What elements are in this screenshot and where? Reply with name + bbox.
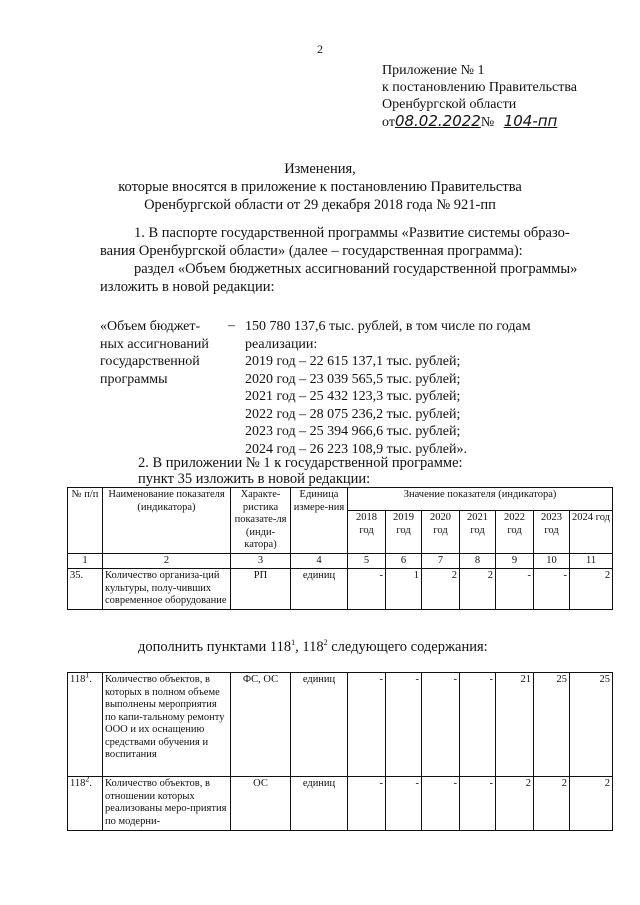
header-year: 2024 год	[570, 511, 613, 553]
row-value: 2	[422, 569, 460, 610]
paragraph-3-line-1: 2. В приложении № 1 к государственной программе:	[138, 455, 463, 471]
paragraph-4-sup-1: 1	[291, 638, 296, 648]
row-value: 21	[496, 673, 534, 777]
row-num-sup: 2	[85, 774, 90, 784]
col-number: 1	[68, 553, 103, 569]
col-number: 7	[422, 553, 460, 569]
row-value: -	[422, 673, 460, 777]
paragraph-1-line-1: 1. В паспорте государственной программы «Развитие системы образо-	[134, 225, 570, 241]
col-number: 6	[386, 553, 422, 569]
budget-line: 2020 год – 23 039 565,5 тыс. рублей;	[245, 371, 461, 387]
row-name: Количество организа-ций культуры, полу-чивших современное оборудование	[103, 569, 231, 610]
appendix-no: №	[480, 115, 495, 130]
paragraph-2-line-2: изложить в новой редакции:	[100, 279, 275, 295]
row-characteristic: РП	[231, 569, 291, 610]
table-row	[68, 673, 613, 777]
title-line-2: которые вносятся в приложение к постановлению Правительства	[118, 179, 522, 195]
header-characteristic: Характе-ристика показате-ля (инди-катора)	[231, 488, 291, 554]
row-value: -	[460, 673, 496, 777]
row-unit: единиц	[291, 569, 348, 610]
row-value: -	[422, 777, 460, 831]
row-value: -	[460, 777, 496, 831]
budget-line: 150 780 137,6 тыс. рублей, в том числе по годам	[245, 319, 531, 334]
title-line-1: Изменения,	[284, 161, 356, 177]
appendix-block	[382, 62, 577, 131]
header-year: 2021 год	[460, 511, 496, 553]
row-num: 35.	[68, 569, 103, 610]
header-year: 2018 год	[348, 511, 386, 553]
appendix-from: от	[382, 115, 395, 130]
paragraph-1-line-2: вания Оренбургской области» (далее – государственная программа):	[100, 243, 523, 259]
paragraph-4-sup-2: 2	[323, 638, 328, 648]
row-value: 2	[534, 777, 570, 831]
appendix-date-line	[382, 113, 577, 131]
column-number-row	[68, 553, 613, 569]
header-year: 2019 год	[386, 511, 422, 553]
page-number: 2	[317, 42, 323, 56]
col-number: 9	[496, 553, 534, 569]
row-unit: единиц	[291, 673, 348, 777]
budget-line: 2023 год – 25 394 966,6 тыс. рублей;	[245, 424, 461, 439]
header-value: Значение показателя (индикатора)	[348, 488, 613, 511]
budget-label-line-1: «Объем бюджет-	[100, 319, 201, 334]
paragraph-1b	[100, 242, 600, 260]
budget-line: 2021 год – 25 432 123,3 тыс. рублей;	[245, 389, 461, 404]
row-value: 1	[386, 569, 422, 610]
paragraph-3b	[138, 470, 608, 488]
paragraph-4-prefix: дополнить пунктами 118	[138, 639, 292, 655]
row-num: $118^2$.	[68, 777, 103, 831]
budget-values	[245, 318, 605, 458]
row-value: -	[496, 569, 534, 610]
row-num: $118^1$.	[68, 673, 103, 777]
header-year: 2023 год	[534, 511, 570, 553]
paragraph-4-mid: , 118	[295, 639, 324, 655]
row-value: 2	[570, 569, 613, 610]
handwritten-date: 08.02.2022	[394, 112, 481, 130]
budget-label-line-4: программы	[100, 371, 168, 387]
paragraph-2	[134, 260, 604, 278]
col-number: 5	[348, 553, 386, 569]
appendix-line-1: Приложение № 1	[382, 63, 485, 78]
row-value: -	[386, 777, 422, 831]
header-year: 2022 год	[496, 511, 534, 553]
row-value: -	[348, 569, 386, 610]
appendix-line-2: к постановлению Правительства	[382, 80, 578, 95]
col-number: 3	[231, 553, 291, 569]
table-row	[68, 777, 613, 831]
budget-label	[100, 318, 220, 388]
col-number: 8	[460, 553, 496, 569]
col-number: 10	[534, 553, 570, 569]
header-num: № п/п	[68, 488, 103, 554]
indicator-table-1	[67, 487, 613, 610]
budget-line: реализации:	[245, 336, 318, 352]
title-line-3: Оренбургской области от 29 декабря 2018 года № 921-пп	[144, 197, 496, 213]
header-name: Наименование показателя (индикатора)	[103, 488, 231, 554]
budget-line: 2022 год – 28 075 236,2 тыс. рублей;	[245, 406, 461, 422]
row-value: 2	[460, 569, 496, 610]
col-number: 4	[291, 553, 348, 569]
row-num-text: 118	[70, 778, 86, 789]
budget-dash: –	[228, 318, 235, 333]
paragraph-4	[138, 638, 608, 656]
paragraph-2-line-1: раздел «Объем бюджетных ассигнований государственной программы»	[134, 261, 578, 277]
row-value: 2	[496, 777, 534, 831]
col-number: 11	[570, 553, 613, 569]
paragraph-2b	[100, 278, 600, 296]
row-name: Количество объектов, в которых в полном объеме выполнены мероприятия по капи-тальному ремонту ООО и их оснащению средствами обучения и воспитания	[103, 673, 231, 777]
header-unit: Единица измере-ния	[291, 488, 348, 554]
paragraph-1	[100, 224, 600, 242]
row-num-sup: 1	[85, 670, 90, 680]
row-characteristic: ФС, ОС	[231, 673, 291, 777]
handwritten-number: 104-пп	[503, 112, 558, 130]
table-header-row	[68, 488, 613, 511]
row-value: -	[534, 569, 570, 610]
header-year: 2020 год	[422, 511, 460, 553]
budget-line: 2024 год – 26 223 108,9 тыс. рублей».	[245, 441, 467, 457]
row-num-text: 118	[70, 674, 86, 685]
row-value: -	[348, 673, 386, 777]
row-characteristic: ОС	[231, 777, 291, 831]
row-name: Количество объектов, в отношении которых реализованы меро-приятия по модерни-	[103, 777, 231, 831]
row-value: -	[348, 777, 386, 831]
paragraph-3-line-2: пункт 35 изложить в новой редакции:	[138, 471, 371, 487]
indicator-table-2	[67, 672, 613, 831]
row-value: 25	[570, 673, 613, 777]
table-row	[68, 569, 613, 610]
row-value: -	[386, 673, 422, 777]
row-unit: единиц	[291, 777, 348, 831]
appendix-line-3: Оренбургской области	[382, 97, 517, 112]
budget-label-line-3: государственной	[100, 354, 200, 369]
row-value: 2	[570, 777, 613, 831]
col-number: 2	[103, 553, 231, 569]
paragraph-4-suffix: следующего содержания:	[327, 639, 488, 655]
budget-label-line-2: ных ассигнований	[100, 336, 209, 352]
row-value: 25	[534, 673, 570, 777]
budget-line: 2019 год – 22 615 137,1 тыс. рублей;	[245, 354, 461, 369]
document-title	[0, 160, 640, 214]
